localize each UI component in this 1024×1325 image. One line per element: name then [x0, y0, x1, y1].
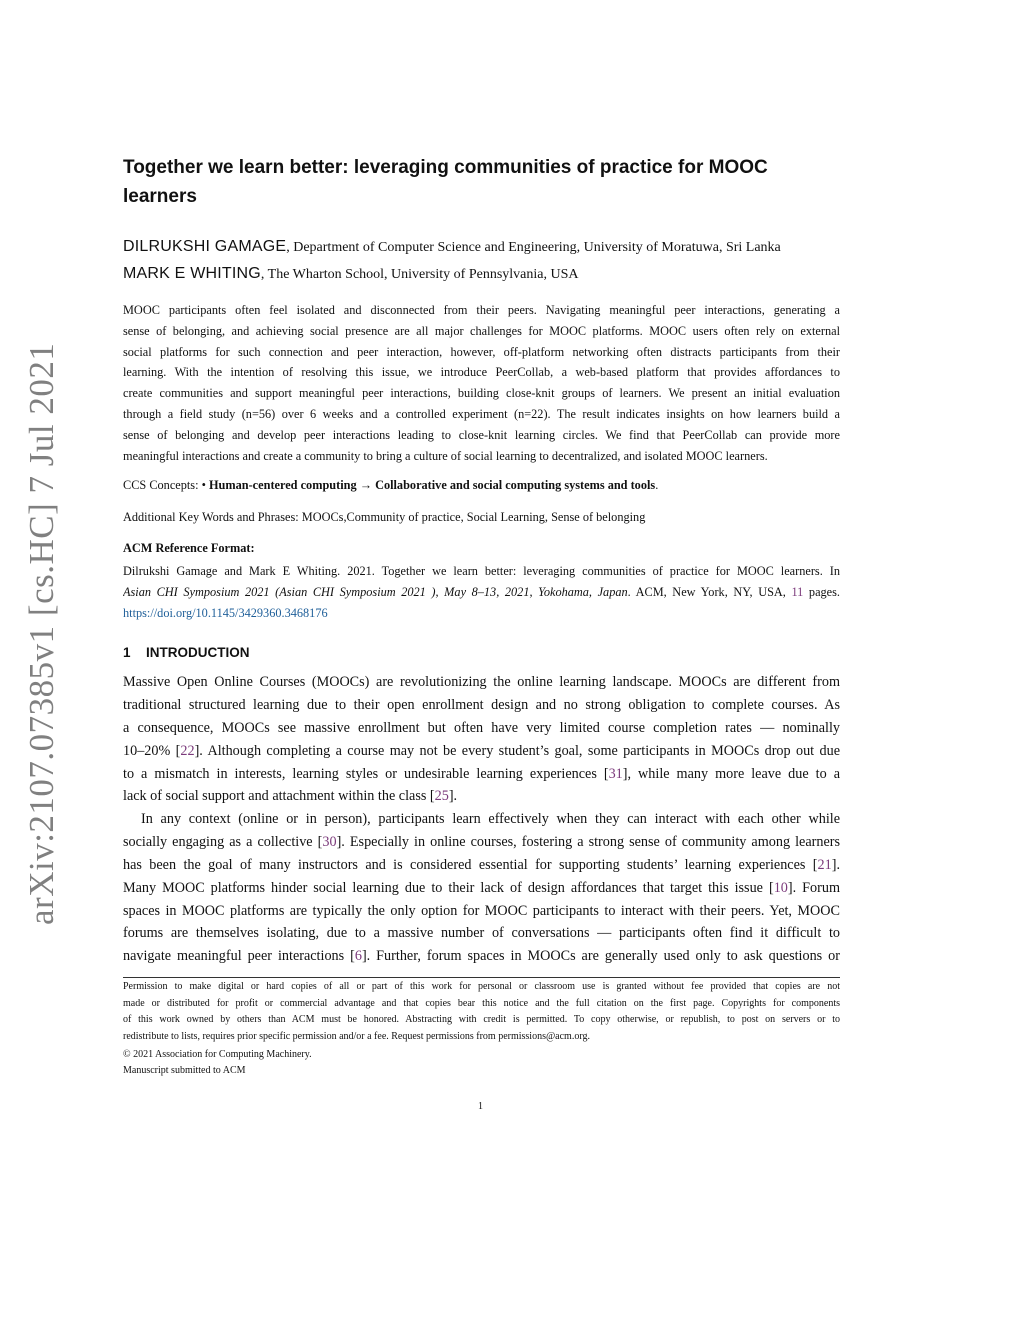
text-line: create communities and support meaningful peer interactions, building close-knit groups of learners. We present an initial evaluation [123, 386, 840, 401]
pages-link[interactable]: 11 [791, 584, 804, 599]
text-line: meaningful interactions and create a community to bring a culture of social learning to decentralized, and isolated MOOC learners. [123, 448, 768, 463]
footnote-rule [123, 977, 840, 978]
section-number: 1 [123, 645, 131, 660]
reference-line [123, 582, 840, 603]
text-line: socially engaging as a collective [30]. Especially in online courses, fostering a strong sense of community among learners [123, 833, 840, 850]
section-title: INTRODUCTION [146, 645, 250, 660]
ccs-label: CCS Concepts: • [123, 478, 209, 492]
paragraph-1 [123, 671, 840, 808]
author-affiliation: , The Wharton School, University of Pennsylvania, USA [260, 267, 579, 282]
copyright-notice [123, 1047, 312, 1064]
text-line: Massive Open Online Courses (MOOCs) are revolutionizing the online learning landscape. MOOCs are different from [123, 674, 840, 690]
author-2 [123, 265, 578, 283]
text-line: Permission to make digital or hard copies of all or part of this work for personal or classroom use is granted without fee provided that copies are not [123, 981, 840, 992]
doi-link[interactable]: https://doi.org/10.1145/3429360.3468176 [123, 605, 328, 620]
reference-publisher: . ACM, New York, NY, USA, [627, 584, 792, 599]
text-line: learning. With the intention of resolving this issue, we introduce PeerCollab, a web-based platform that provides affordances to [123, 365, 840, 380]
text-line: MOOC participants often feel isolated and disconnected from their peers. Navigating meaningful peer interactions, generating a [123, 303, 840, 317]
text-line: through a field study (n=56) over 6 weeks and a controlled experiment (n=22). The result indicates insights on how learners build a [123, 406, 840, 421]
text-line: spaces in MOOC platforms are typically the only option for MOOC participants to interact with their peers. Yet, MOOC [123, 902, 840, 919]
author-1 [123, 238, 781, 256]
reference-format [123, 561, 840, 623]
pages-word: pages. [803, 584, 840, 599]
text-line: has been the goal of many instructors and is considered essential for supporting students’ learning experiences [21]. [123, 856, 840, 873]
text-line: sense of belonging and develop peer interactions leading to close-knit learning circles. We find that PeerCollab can provide more [123, 427, 840, 442]
reference-venue: Asian CHI Symposium 2021 (Asian CHI Symposium 2021 ), May 8–13, 2021, Yokohama, Japan [123, 584, 628, 599]
text-line: social platforms for such connection and peer interaction, however, off-platform networking often distracts participants from their [123, 344, 840, 359]
text-line: made or distributed for profit or commercial advantage and that copies bear this notice and the full citation on the first page. Copyrights for components [123, 997, 840, 1009]
reference-heading: ACM Reference Format: [123, 541, 255, 555]
paper-title: Together we learn better: leveraging communities of practice for MOOC learners [123, 157, 768, 207]
citation-link[interactable]: 10 [773, 879, 788, 896]
keywords: Additional Key Words and Phrases: MOOCs,Community of practice, Social Learning, Sense of belonging [123, 510, 646, 524]
ccs-concept: Human-centered computing → Collaborative and social computing systems and tools [208, 478, 656, 492]
text-line: Many MOOC platforms hinder social learning due to their lack of design affordances that target this issue [10]. Forum [123, 879, 840, 896]
ccs-end: . [655, 478, 659, 492]
text-line: 10–20% [22]. Although completing a course may not be every student’s goal, some participants in MOOCs drop out due [123, 742, 840, 759]
section-heading [123, 645, 250, 660]
manuscript-notice [123, 1063, 246, 1080]
paragraph-2 [123, 808, 840, 968]
page-number: 1 [478, 1101, 483, 1112]
text-line: sense of belonging, and achieving social presence are all major challenges for MOOC platforms. MOOC users often rely on external [123, 323, 840, 338]
abstract [123, 300, 840, 466]
text-line: In any context (online or in person), participants learn effectively when they can interact with each other while [141, 811, 840, 827]
copyright-line: © 2021 Association for Computing Machinery. [123, 1049, 312, 1060]
author-name: MARK E WHITING [123, 265, 261, 282]
text-line: to a mismatch in interests, learning styles or undesirable learning experiences [31], while many more leave due to a [123, 765, 840, 782]
citation-link[interactable]: 6 [354, 948, 362, 965]
text-line: lack of social support and attachment within the class [25]. [123, 788, 458, 805]
author-affiliation: , Department of Computer Science and Engineering, University of Moratuwa, Sri Lanka [286, 240, 781, 255]
citation-link[interactable]: 25 [434, 788, 449, 805]
citation-link[interactable]: 22 [180, 742, 195, 759]
text-line: a consequence, MOOCs see massive enrollment but often have very limited course completion rates — nominally [123, 719, 840, 736]
author-name: DILRUKSHI GAMAGE [123, 238, 287, 255]
reference-line: Dilrukshi Gamage and Mark E Whiting. 2021. Together we learn better: leveraging communities of practice for MOOC learners. In [123, 564, 840, 578]
text-line: forums are themselves isolating, due to a massive number of conversations — participants often find it difficult to [123, 925, 840, 942]
citation-link[interactable]: 21 [817, 856, 832, 873]
text-line: redistribute to lists, requires prior specific permission and/or a fee. Request permissions from permissions@acm.org. [123, 1030, 590, 1042]
text-line: navigate meaningful peer interactions [6]. Further, forum spaces in MOOCs are generally used only to ask questions or [123, 948, 840, 965]
arxiv-identifier: arXiv:2107.07385v1 [cs.HC] 7 Jul 2021 [22, 342, 61, 925]
permission-notice [123, 979, 840, 1045]
text-line: of this work owned by others than ACM must be honored. Abstracting with credit is permitted. To copy otherwise, or republish, to post on servers or to [123, 1014, 840, 1026]
citation-link[interactable]: 30 [322, 833, 337, 850]
citation-link[interactable]: 31 [608, 765, 623, 782]
manuscript-line: Manuscript submitted to ACM [123, 1065, 246, 1076]
text-line: traditional structured learning due to their open enrollment design and no strong obligation to complete courses. As [123, 696, 840, 713]
ccs-concepts [123, 478, 658, 493]
